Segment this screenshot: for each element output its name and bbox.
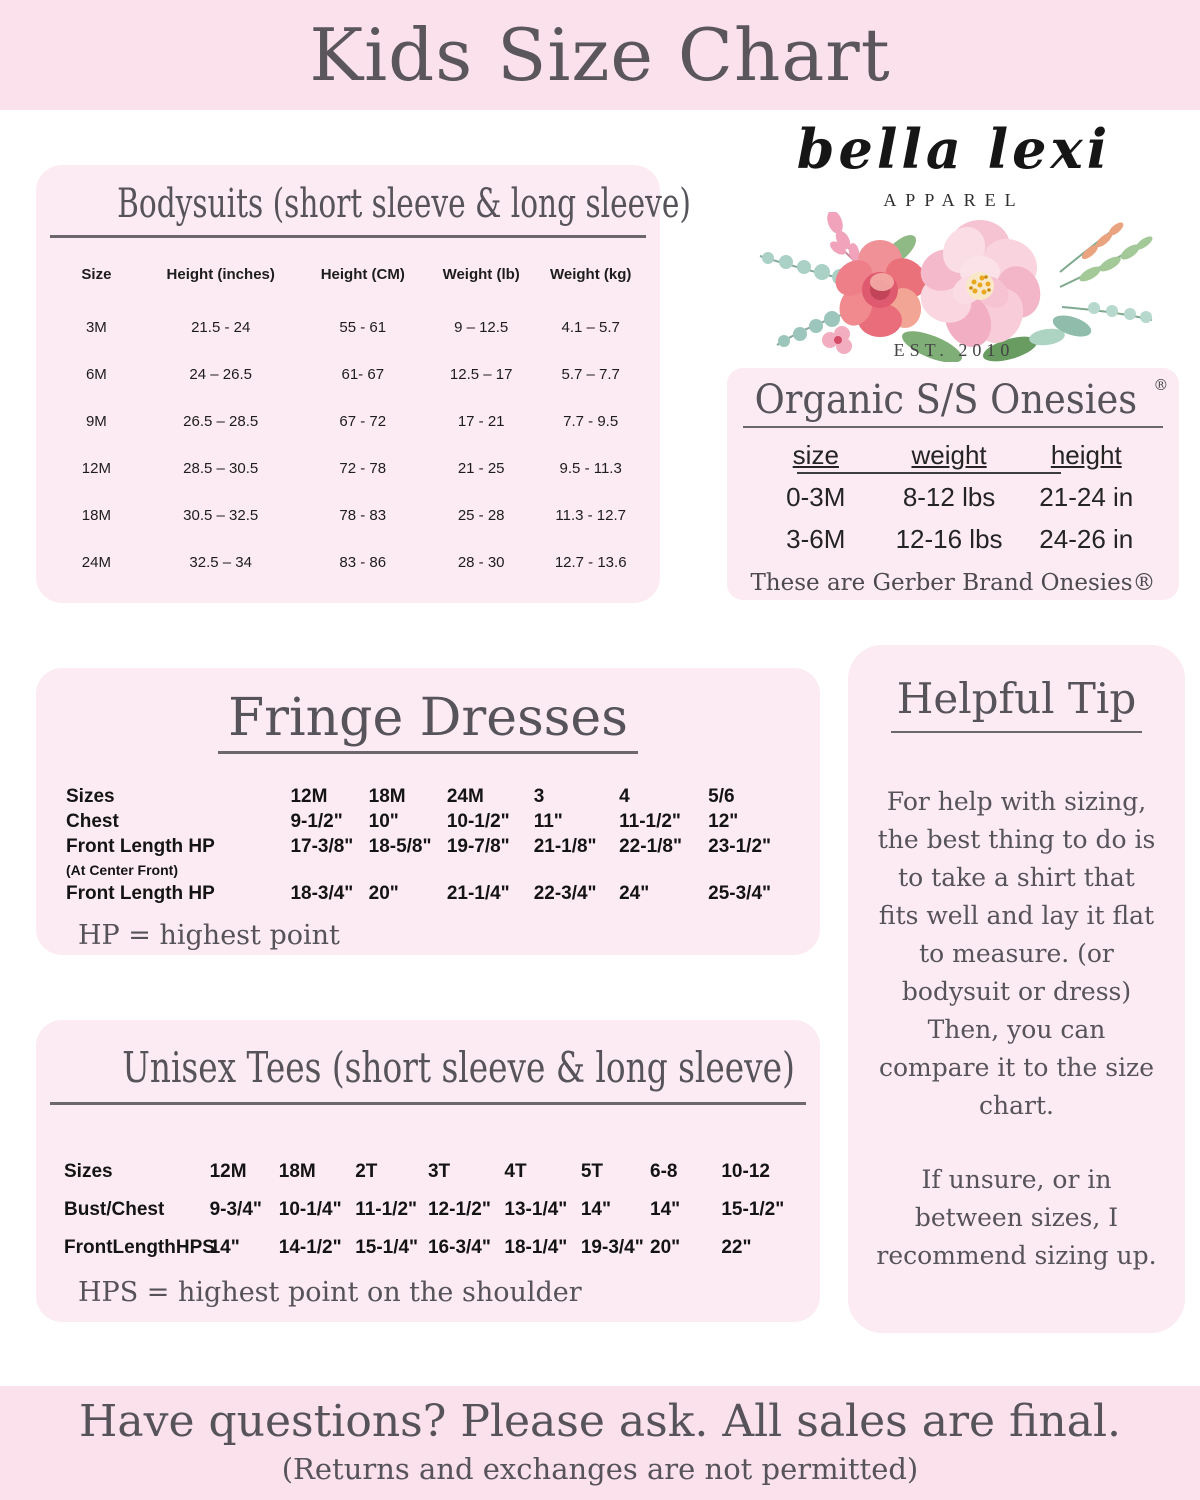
table-cell: 15-1/4" xyxy=(355,1237,419,1258)
table-cell: 5.7 – 7.7 xyxy=(561,366,620,383)
table-cell: 2T xyxy=(355,1161,378,1182)
bodysuits-header-row xyxy=(52,258,644,290)
table-row xyxy=(757,476,1149,518)
unisex-tees-section xyxy=(36,1020,820,1322)
table-cell: 3 xyxy=(533,785,545,807)
row-label-cell: Front Length HP xyxy=(66,835,215,857)
tip-paragraph-1: For help with sizing, the best thing to do is to take a shirt that fits well and lay it flat to measure. (or bodysuit or dress) Then, you can compare it to the size chart. xyxy=(877,787,1156,1120)
table-row xyxy=(52,445,644,492)
fringe-title: Fringe Dresses xyxy=(218,690,638,754)
table-cell: 18-1/4" xyxy=(504,1237,568,1258)
table-cell: 4T xyxy=(504,1161,527,1182)
row-label-cell: Chest xyxy=(66,810,119,832)
bodysuits-section xyxy=(36,165,691,603)
onesies-section xyxy=(727,368,1179,600)
bodysuits-table xyxy=(36,258,660,586)
table-cell: 14" xyxy=(650,1199,681,1220)
table-cell: 21 - 25 xyxy=(457,460,505,477)
table-cell: 17-3/8" xyxy=(290,835,354,857)
tees-title: Unisex Tees (short sleeve & long sleeve) xyxy=(122,1043,795,1092)
table-cell: 12M xyxy=(290,785,328,807)
row-label-cell: (At Center Front) xyxy=(66,862,178,878)
bodysuits-rows xyxy=(52,304,644,586)
row-label-cell: FrontLengthHPS xyxy=(64,1237,215,1258)
table-cell: 0-3M xyxy=(786,481,846,512)
table-row xyxy=(64,1153,792,1191)
table-cell: 3M xyxy=(85,319,107,336)
table-cell: 21-1/8" xyxy=(533,835,597,857)
tees-note: HPS = highest point on the shoulder xyxy=(78,1277,582,1308)
table-row xyxy=(66,784,790,809)
table-cell: 15-1/2" xyxy=(721,1199,785,1220)
table-row xyxy=(64,1229,792,1267)
table-cell: 11-1/2" xyxy=(355,1199,418,1220)
table-cell: 13-1/4" xyxy=(504,1199,568,1220)
fringe-table xyxy=(36,784,820,906)
table-cell: 24M xyxy=(81,554,111,571)
table-cell: 18-5/8" xyxy=(368,835,432,857)
table-cell: 7.7 - 9.5 xyxy=(563,413,619,430)
table-header-cell: Weight (lb) xyxy=(442,265,520,283)
table-row xyxy=(66,859,790,881)
onesies-table xyxy=(727,438,1179,560)
table-cell: 11-1/2" xyxy=(619,810,681,832)
table-header-cell: Height (CM) xyxy=(320,265,405,283)
onesies-header-row xyxy=(757,438,1149,472)
table-cell: 10-12 xyxy=(721,1161,770,1182)
table-cell: 6-8 xyxy=(650,1161,678,1182)
table-cell: 4 xyxy=(619,785,630,807)
table-cell: 24M xyxy=(446,785,484,807)
table-cell: 25-3/4" xyxy=(708,882,772,904)
table-cell: 12M xyxy=(209,1161,247,1182)
table-row xyxy=(52,351,644,398)
table-cell: 8-12 lbs xyxy=(902,481,996,512)
tees-table xyxy=(36,1153,820,1267)
table-cell: 24" xyxy=(619,882,650,904)
table-cell: 6M xyxy=(85,366,107,383)
footer-question-line: Have questions? Please ask. All sales are final. xyxy=(78,1396,1121,1447)
table-cell: 10-1/4" xyxy=(278,1199,342,1220)
table-cell: 72 - 78 xyxy=(339,460,387,477)
bodysuits-title-underline xyxy=(50,235,646,238)
table-cell: 24 – 26.5 xyxy=(189,366,252,383)
table-cell: 23-1/2" xyxy=(708,835,772,857)
table-cell: 14" xyxy=(209,1237,240,1258)
table-cell: 12-16 lbs xyxy=(895,523,1003,554)
table-cell: 14-1/2" xyxy=(278,1237,342,1258)
row-label-cell: Bust/Chest xyxy=(64,1199,165,1220)
table-cell: 14" xyxy=(580,1199,612,1220)
table-cell: 22-1/8" xyxy=(619,835,682,857)
table-row xyxy=(66,881,790,906)
table-cell: 3T xyxy=(427,1161,451,1182)
page-title: Kids Size Chart xyxy=(309,13,891,97)
tees-title-underline xyxy=(50,1102,806,1105)
table-cell: 21-24 in xyxy=(1039,481,1134,512)
onesies-rows xyxy=(757,476,1149,560)
table-cell: 22-3/4" xyxy=(533,882,597,904)
table-cell: 12" xyxy=(708,810,739,832)
table-header-cell: size xyxy=(792,439,839,470)
table-cell: 78 - 83 xyxy=(339,507,387,524)
table-cell: 21.5 - 24 xyxy=(191,319,251,336)
brand-name: bella lexi xyxy=(796,117,1112,181)
table-cell: 12.5 – 17 xyxy=(449,366,513,383)
table-cell: 12M xyxy=(81,460,111,477)
table-cell: 12-1/2" xyxy=(427,1199,491,1220)
table-cell: 21-1/4" xyxy=(446,882,510,904)
table-header-cell: Height (inches) xyxy=(166,265,275,283)
brand-established: EST. 2010 xyxy=(893,340,1015,360)
table-cell: 20" xyxy=(650,1237,681,1258)
table-cell: 24-26 in xyxy=(1039,523,1134,554)
table-cell: 4.1 – 5.7 xyxy=(561,319,620,336)
table-cell: 16-3/4" xyxy=(427,1237,491,1258)
tip-paragraph-2: If unsure, or in between sizes, I recommend sizing up. xyxy=(876,1165,1157,1270)
table-row xyxy=(52,539,644,586)
row-label-cell: Front Length HP xyxy=(66,882,215,904)
fringe-note: HP = highest point xyxy=(78,920,340,951)
table-cell: 20" xyxy=(368,882,399,904)
table-cell: 30.5 – 32.5 xyxy=(183,507,259,524)
table-cell: 3-6M xyxy=(786,523,846,554)
top-banner xyxy=(0,0,1200,110)
registered-mark: ® xyxy=(1153,376,1169,394)
table-cell: 22" xyxy=(721,1237,752,1258)
table-cell: 12.7 - 13.6 xyxy=(554,554,627,571)
table-cell: 67 - 72 xyxy=(339,413,387,430)
table-cell: 10" xyxy=(368,810,399,832)
table-header-cell: height xyxy=(1050,439,1122,470)
table-cell: 11.3 - 12.7 xyxy=(555,507,626,524)
table-cell: 28 - 30 xyxy=(457,554,505,571)
table-cell: 83 - 86 xyxy=(339,554,387,571)
table-cell: 9M xyxy=(85,413,107,430)
table-cell: 18-3/4" xyxy=(290,882,354,904)
helpful-tip-section xyxy=(848,645,1185,1333)
footer-returns-line: (Returns and exchanges are not permitted) xyxy=(281,1452,919,1486)
table-cell: 19-7/8" xyxy=(446,835,510,857)
table-cell: 11" xyxy=(533,810,563,832)
bottom-banner xyxy=(0,1386,1200,1500)
table-cell: 28.5 – 30.5 xyxy=(183,460,259,477)
table-row xyxy=(52,398,644,445)
bodysuits-title: Bodysuits (short sleeve & long sleeve) xyxy=(117,181,691,227)
table-row xyxy=(66,834,790,859)
table-row xyxy=(52,492,644,539)
table-header-cell: weight xyxy=(911,439,987,470)
table-cell: 25 - 28 xyxy=(457,507,505,524)
table-row xyxy=(66,809,790,834)
table-cell: 26.5 – 28.5 xyxy=(183,413,259,430)
table-row xyxy=(52,304,644,351)
table-cell: 9 – 12.5 xyxy=(454,319,509,336)
onesies-title: Organic S/S Onesies xyxy=(754,377,1137,423)
table-cell: 19-3/4" xyxy=(580,1237,644,1258)
table-cell: 61- 67 xyxy=(341,366,385,383)
row-label-cell: Sizes xyxy=(64,1161,113,1182)
table-row xyxy=(757,518,1149,560)
table-header-cell: Weight (kg) xyxy=(549,265,632,283)
table-cell: 18M xyxy=(81,507,111,524)
table-header-cell: Size xyxy=(81,265,112,283)
fringe-dresses-section xyxy=(36,668,820,955)
onesies-note: These are Gerber Brand Onesies® xyxy=(750,570,1156,596)
onesies-header-underline xyxy=(797,472,1061,474)
table-cell: 32.5 – 34 xyxy=(189,554,252,571)
table-row xyxy=(64,1191,792,1229)
tip-title: Helpful Tip xyxy=(891,675,1143,733)
table-cell: 5T xyxy=(580,1161,604,1182)
table-cell: 18M xyxy=(278,1161,316,1182)
onesies-title-underline xyxy=(743,426,1163,428)
brand-logo xyxy=(742,108,1166,361)
table-cell: 17 - 21 xyxy=(457,413,505,430)
table-cell: 10-1/2" xyxy=(446,810,510,832)
brand-subtitle: APPAREL xyxy=(883,190,1025,210)
table-cell: 55 - 61 xyxy=(339,319,387,336)
table-cell: 9-1/2" xyxy=(290,810,343,832)
table-cell: 9.5 - 11.3 xyxy=(559,460,622,477)
table-cell: 18M xyxy=(368,785,406,807)
table-cell: 5/6 xyxy=(708,785,735,807)
table-cell: 9-3/4" xyxy=(209,1199,262,1220)
row-label-cell: Sizes xyxy=(66,785,115,807)
